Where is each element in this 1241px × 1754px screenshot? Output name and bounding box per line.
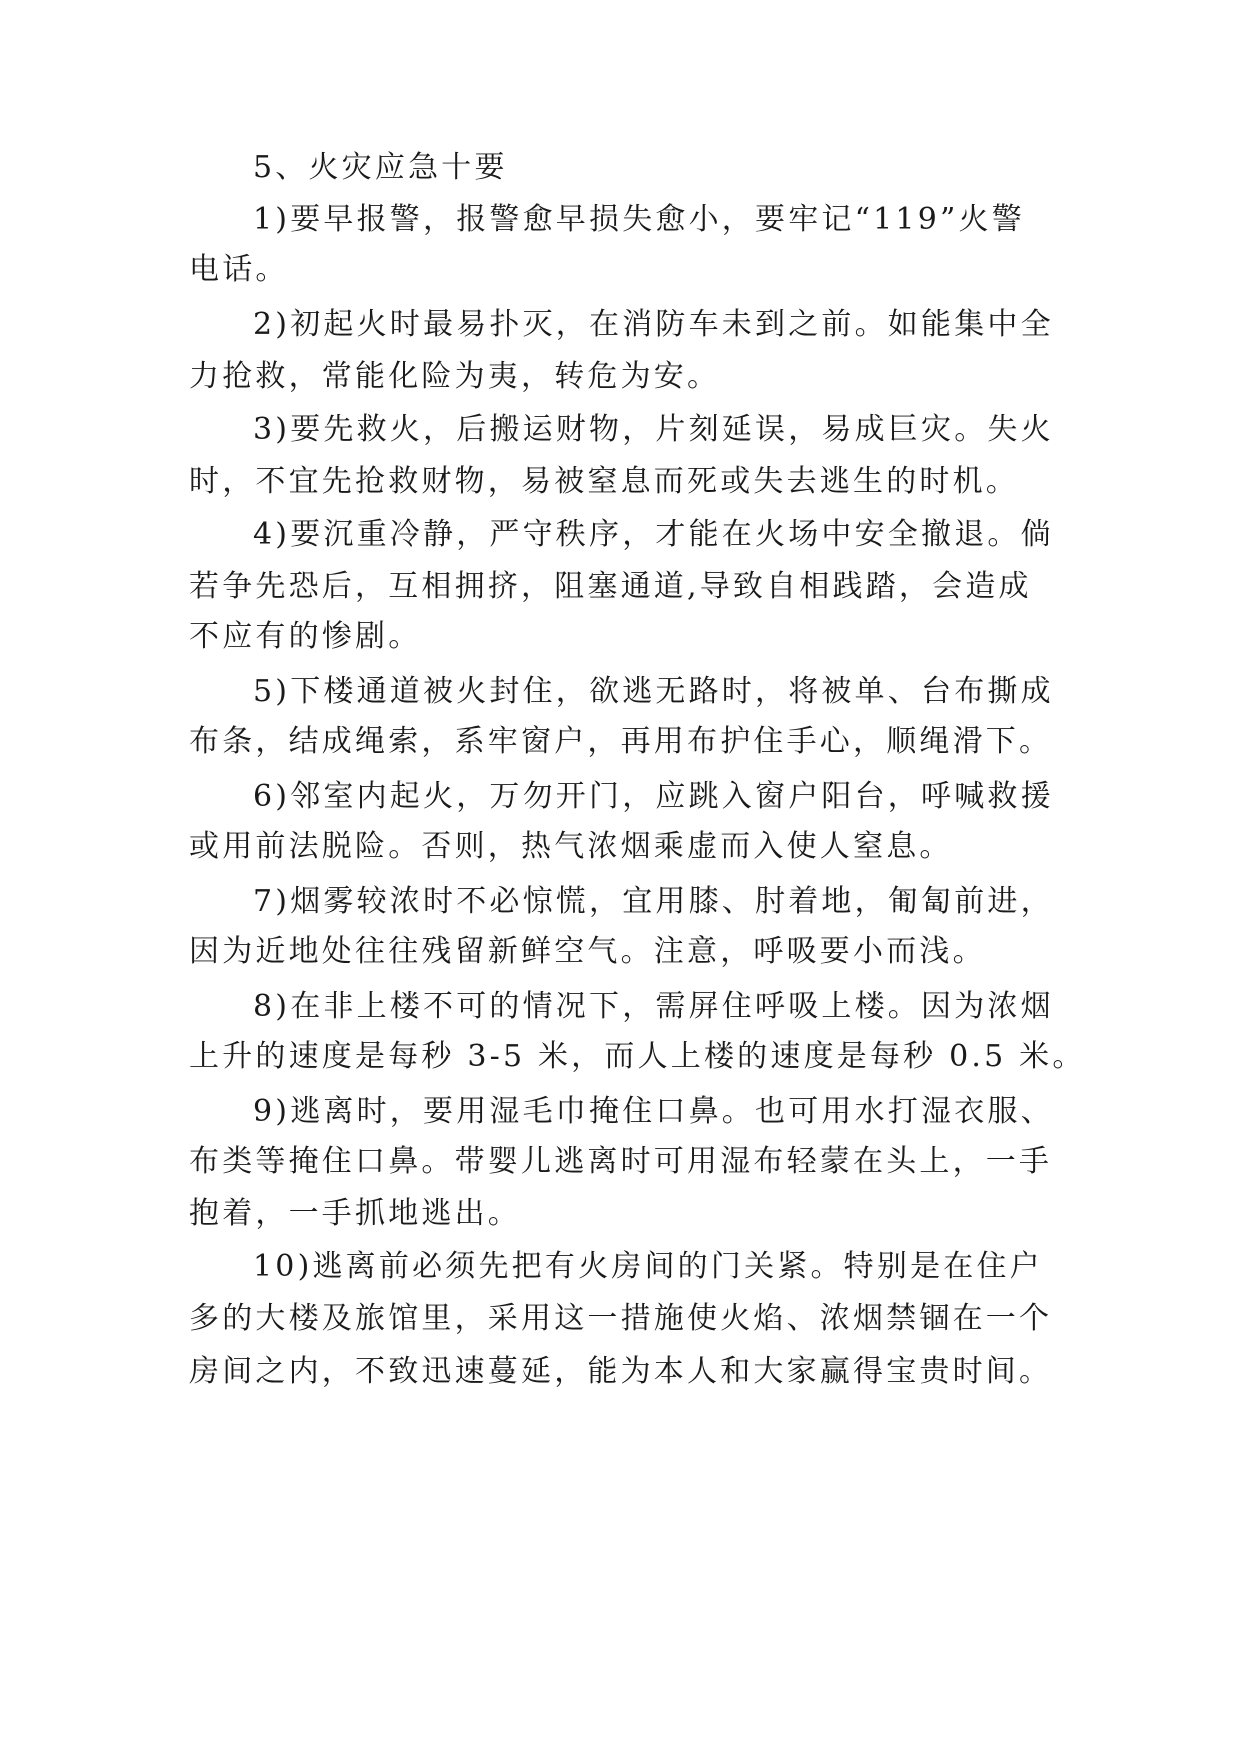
item-6-line-2: 或用前法脱险。否则，热气浓烟乘虚而入使人窒息。: [189, 829, 953, 864]
item-10-line-2: 多的大楼及旅馆里，采用这一措施使火焰、浓烟禁锢在一个: [189, 1301, 1053, 1336]
item-9-line-2: 布类等掩住口鼻。带婴儿逃离时可用湿布轻蒙在头上，一手: [189, 1144, 1053, 1179]
item-2-line-1: 2)初起火时最易扑灭，在消防车未到之前。如能集中全: [253, 307, 1054, 342]
item-7-line-2: 因为近地处往往残留新鲜空气。注意，呼吸要小而浅。: [189, 934, 986, 969]
item-6-line-1: 6)邻室内起火，万勿开门，应跳入窗户阳台，呼喊救援: [253, 779, 1054, 814]
item-10-line-3: 房间之内，不致迅速蔓延，能为本人和大家赢得宝贵时间。: [189, 1354, 1053, 1389]
item-2-line-2: 力抢救，常能化险为夷，转危为安。: [189, 359, 721, 394]
item-4-line-1: 4)要沉重冷静，严守秩序，才能在火场中安全撤退。倘: [253, 517, 1054, 552]
item-9-line-3: 抱着，一手抓地逃出。: [189, 1196, 521, 1231]
item-9-line-1: 9)逃离时，要用湿毛巾掩住口鼻。也可用水打湿衣服、: [253, 1094, 1054, 1129]
item-4-line-3: 不应有的惨剧。: [189, 619, 422, 654]
item-10-line-1: 10)逃离前必须先把有火房间的门关紧。特别是在住户: [253, 1249, 1043, 1284]
item-1-line-2: 电话。: [189, 252, 289, 287]
item-3-line-2: 时，不宜先抢救财物，易被窒息而死或失去逃生的时机。: [189, 464, 1019, 499]
item-7-line-1: 7)烟雾较浓时不必惊慌，宜用膝、肘着地，匍匐前进，: [253, 884, 1054, 919]
item-3-line-1: 3)要先救火，后搬运财物，片刻延误，易成巨灾。失火: [253, 412, 1054, 447]
item-5-line-2: 布条，结成绳索，系牢窗户，再用布护住手心，顺绳滑下。: [189, 724, 1053, 759]
section-heading: 5、火灾应急十要: [253, 150, 508, 185]
item-1-line-1: 1)要早报警，报警愈早损失愈小，要牢记“119”火警: [253, 202, 1025, 237]
item-4-line-2: 若争先恐后，互相拥挤，阻塞通道,导致自相践踏，会造成: [189, 569, 1032, 604]
item-5-line-1: 5)下楼通道被火封住，欲逃无路时，将被单、台布撕成: [253, 674, 1054, 709]
item-8-line-1: 8)在非上楼不可的情况下，需屏住呼吸上楼。因为浓烟: [253, 989, 1054, 1024]
item-8-line-2: 上升的速度是每秒 3-5 米，而人上楼的速度是每秒 0.5 米。: [189, 1039, 1086, 1074]
